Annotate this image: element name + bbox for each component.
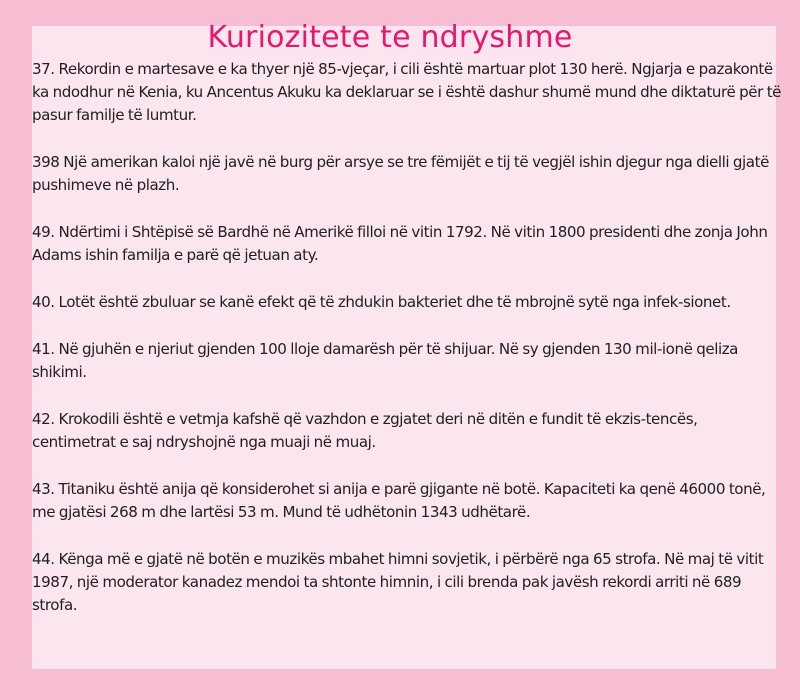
fact-item: 43. Titaniku është anija që konsiderohet si anija e parë gjigante në botë. Kapaciteti ka qenë 46000 tonë, me gjatësi 268 m dhe lartësi 53 m. Mund të udhëtonin 1343 udhëtarë.: [32, 480, 766, 521]
facts-list: [32, 58, 782, 641]
page-title: Kuriozitete te ndryshme: [207, 20, 573, 55]
fact-item: 40. Lotët është zbuluar se kanë efekt që të zhdukin bakteriet dhe të mbrojnë sytë nga infek-sionet.: [32, 293, 731, 311]
fact-item: 44. Kënga më e gjatë në botën e muzikës mbahet himni sovjetik, i përbërë nga 65 strofa. Në maj të vitit 1987, një moderator kanadez mendoi ta shtonte himnin, i cili brenda pak javësh rekordi arriti në 689 strofa.: [32, 550, 764, 614]
fact-item: 49. Ndërtimi i Shtëpisë së Bardhë në Amerikë filloi në vitin 1792. Në vitin 1800 presidenti dhe zonja John Adams ishin familja e parë që jetuan aty.: [32, 223, 768, 264]
fact-item: 37. Rekordin e martesave e ka thyer një 85-vjeçar, i cili është martuar plot 130 herë. Ngjarja e pazakontë ka ndodhur në Kenia, ku Ancentus Akuku ka deklaruar se i është dashur shumë mund dhe diktaturë për të pasur familje të lumtur.: [32, 60, 782, 124]
fact-item: 41. Në gjuhën e njeriut gjenden 100 lloje damarësh për të shijuar. Në sy gjenden 130 mil-ionë qeliza shikimi.: [32, 340, 738, 381]
fact-item: 398 Një amerikan kaloi një javë në burg për arsye se tre fëmijët e tij të vegjël ishin djegur nga dielli gjatë pushimeve në plazh.: [32, 153, 769, 194]
fact-item: 42. Krokodili është e vetmja kafshë që vazhdon e zgjatet deri në ditën e fundit të ekzis-tencës, centimetrat e saj ndryshojnë nga muaji në muaj.: [32, 410, 698, 451]
